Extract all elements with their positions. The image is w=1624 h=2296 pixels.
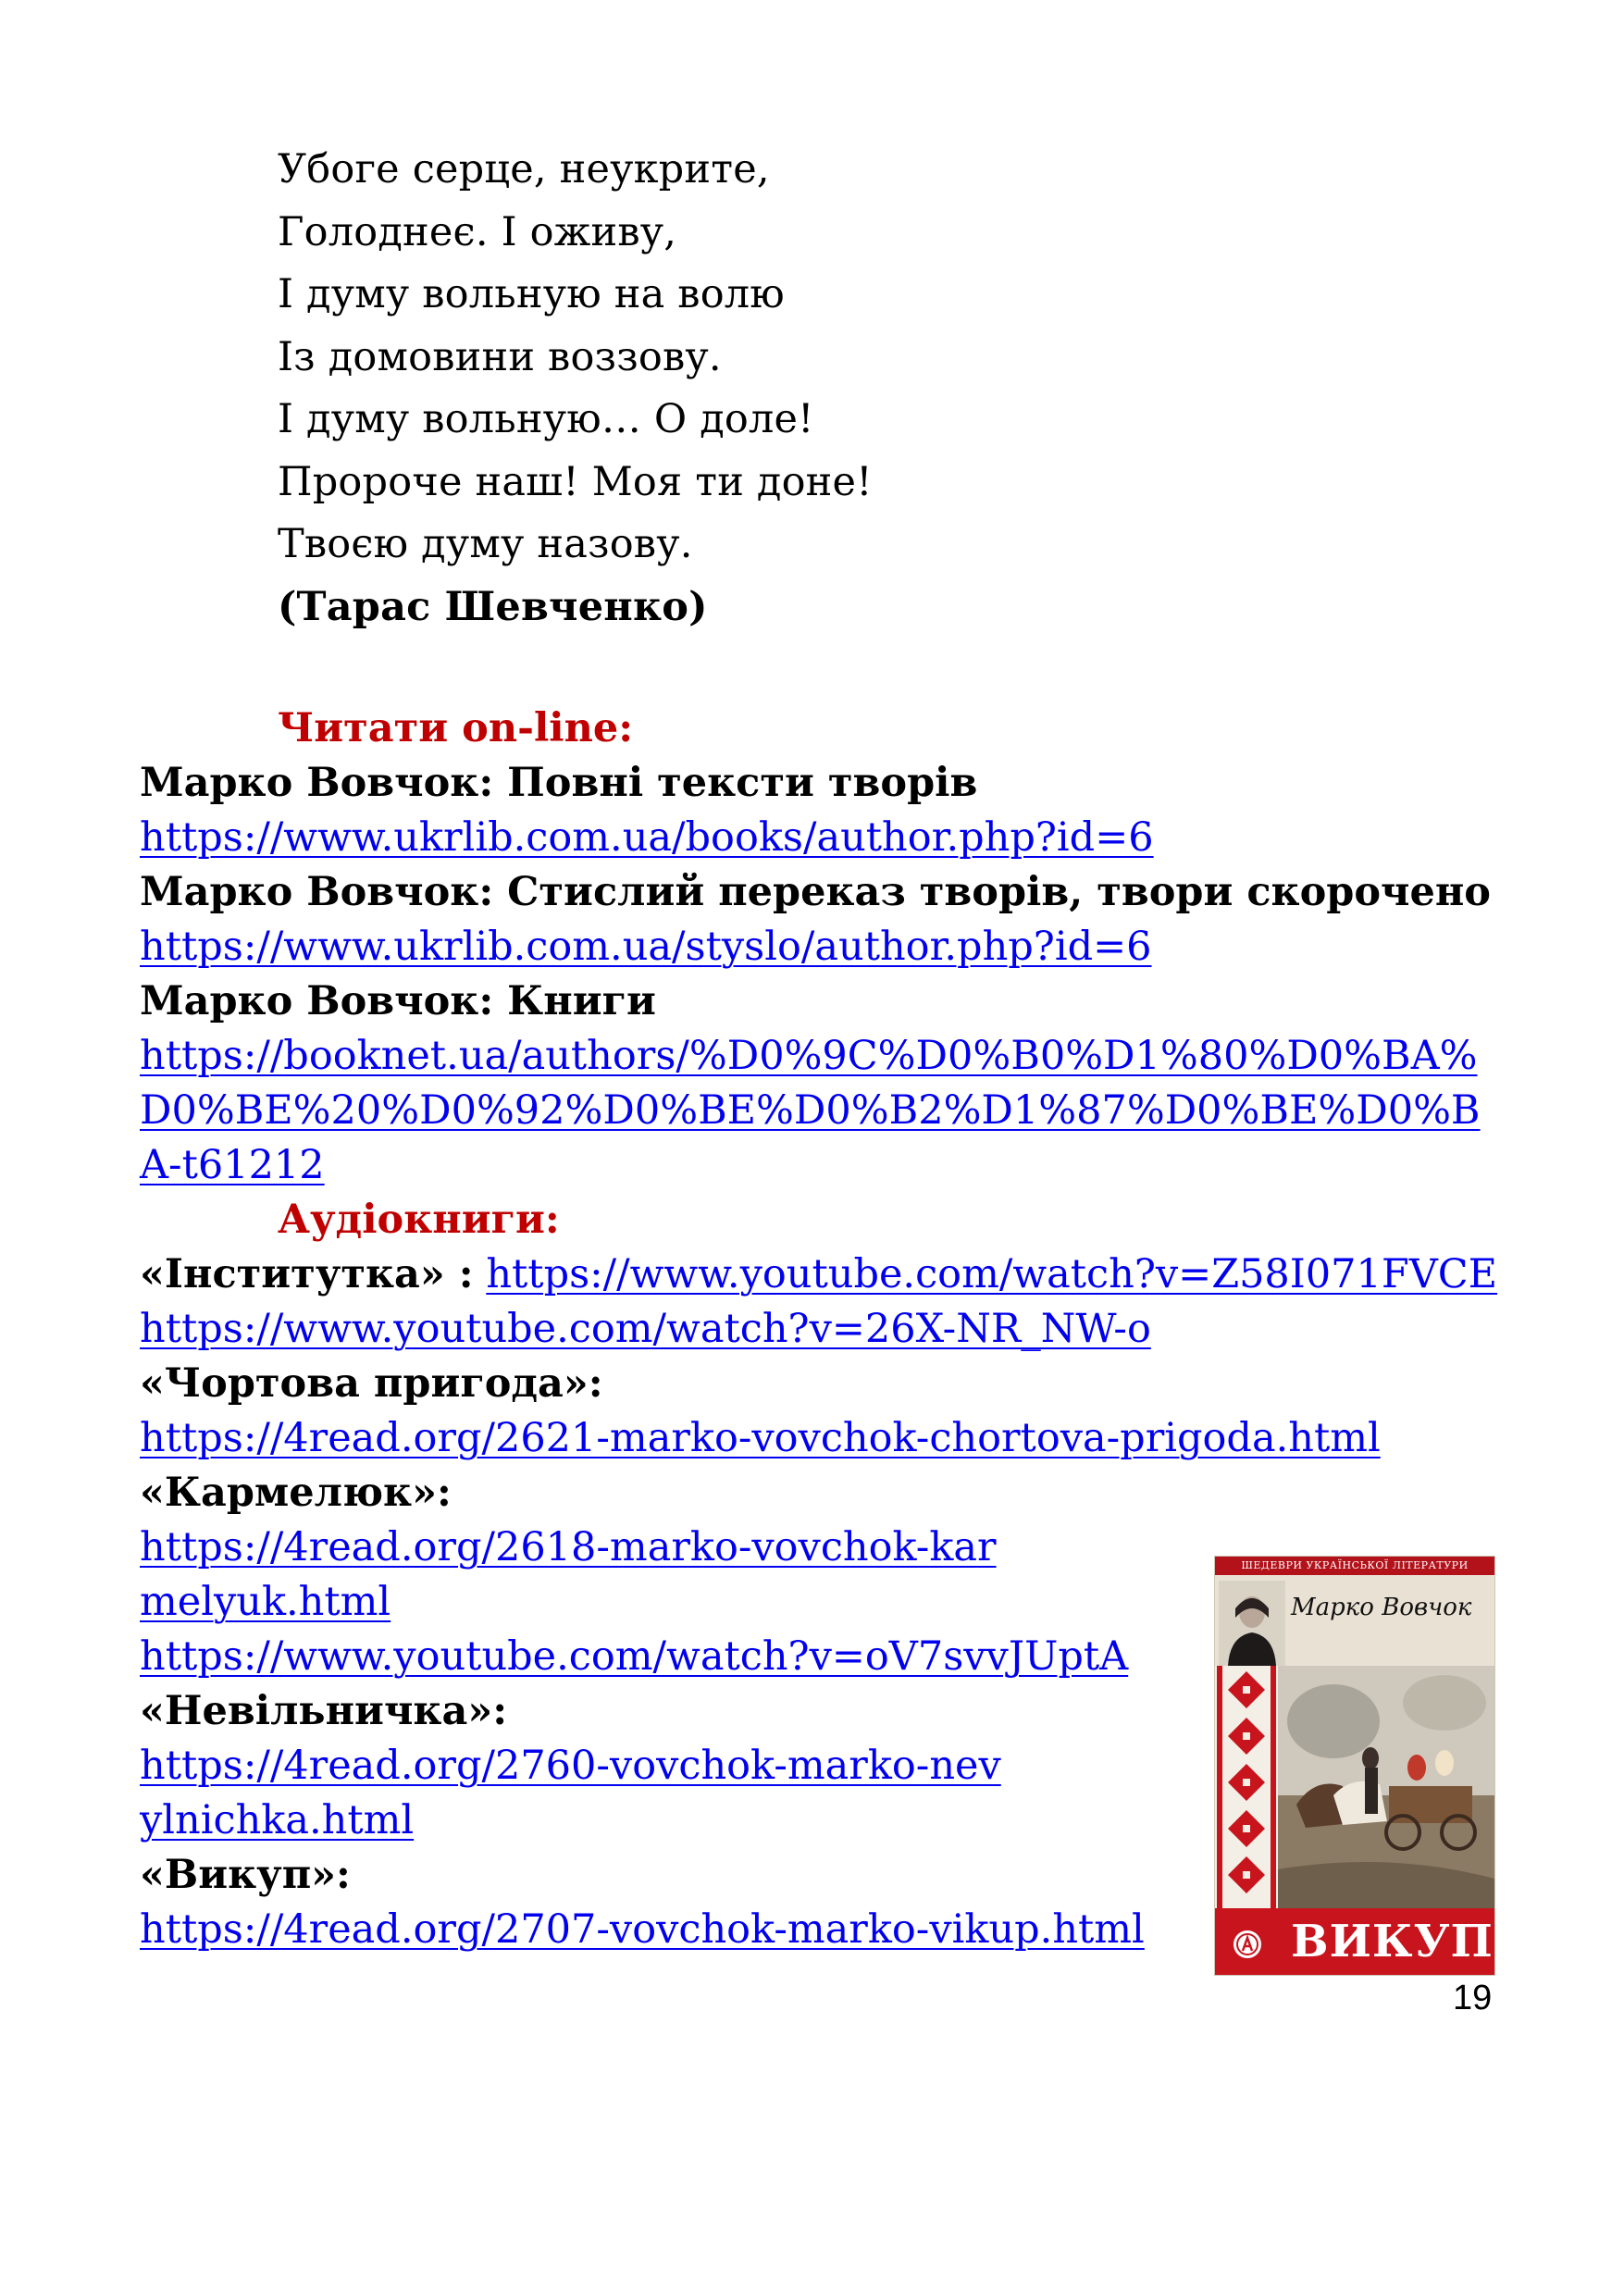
audio-link[interactable]: https://4read.org/2707-vovchok-marko-vikup.html: [140, 1906, 1145, 1953]
book-cover-image: [1215, 1557, 1494, 1975]
audio-title: «Чортова пригода»:: [140, 1360, 603, 1407]
audio-link[interactable]: https://4read.org/2760-vovchok-marko-nevylnichka.html: [140, 1743, 1001, 1843]
poem-line: Голоднеє. І оживу,: [278, 208, 677, 255]
poem-author: (Тарас Шевченко): [278, 583, 708, 630]
online-item-link[interactable]: https://www.ukrlib.com.ua/books/author.php?id=6: [140, 814, 1154, 861]
poem-line: Убоге серце, неукрите,: [278, 146, 770, 192]
audio-link[interactable]: https://4read.org/2618-marko-vovchok-karmelyuk.html: [140, 1524, 997, 1625]
audio-title: «Інститутка» :: [140, 1251, 474, 1297]
audio-title: «Невільничка»:: [140, 1688, 508, 1734]
cover-series: ШЕДЕВРИ УКРАЇНСЬКОЇ ЛІТЕРАТУРИ: [1215, 1557, 1494, 1575]
audio-title: «Кармелюк»:: [140, 1470, 452, 1516]
poem-line: І думу вольную… О доле!: [278, 396, 814, 442]
poem-line: І думу вольную на волю: [278, 271, 785, 317]
audio-link[interactable]: https://www.youtube.com/watch?v=oV7svvJUptA: [140, 1633, 1129, 1680]
cover-author: Марко Вовчок: [1291, 1594, 1472, 1621]
online-item-title: Марко Вовчок: Повні тексти творів: [140, 760, 978, 806]
online-item-link[interactable]: https://booknet.ua/authors/%D0%9C%D0%B0%D1%80%D0%BA%D0%BE%20%D0%92%D0%BE%D0%B2%D1%87%D0%BE%D0%BA-t61212: [140, 1033, 1481, 1188]
audio-link[interactable]: https://www.youtube.com/watch?v=26X-NR_NW-o: [140, 1306, 1151, 1352]
audio-link[interactable]: https://www.youtube.com/watch?v=Z58I071FVCE: [486, 1251, 1498, 1297]
online-item-link[interactable]: https://www.ukrlib.com.ua/styslo/author.php?id=6: [140, 924, 1152, 970]
audio-title: «Викуп»:: [140, 1852, 351, 1898]
online-item-title: Марко Вовчок: Книги: [140, 978, 656, 1024]
poem-block: [278, 139, 873, 639]
poem-line: Пророче наш! Моя ти доне!: [278, 458, 873, 505]
audio-link[interactable]: https://4read.org/2621-marko-vovchok-chortova-prigoda.html: [140, 1415, 1381, 1461]
online-item-title: Марко Вовчок: Стислий переказ творів, твори скорочено: [140, 869, 1491, 915]
author-portrait: [1219, 1581, 1285, 1666]
online-heading: Читати on-line:: [278, 705, 634, 751]
poem-line: Із домовини воззову.: [278, 333, 722, 380]
publisher-badge-icon: [1232, 1929, 1263, 1960]
audio-heading: Аудіокниги:: [278, 1197, 560, 1243]
embroidery-ornament: [1215, 1666, 1278, 1908]
page-number: 19: [1453, 1979, 1493, 2017]
cover-title: ВИКУП: [1291, 1916, 1494, 1967]
painting-illustration: [1278, 1666, 1494, 1908]
poem-line: Твоєю думу назову.: [278, 521, 693, 567]
